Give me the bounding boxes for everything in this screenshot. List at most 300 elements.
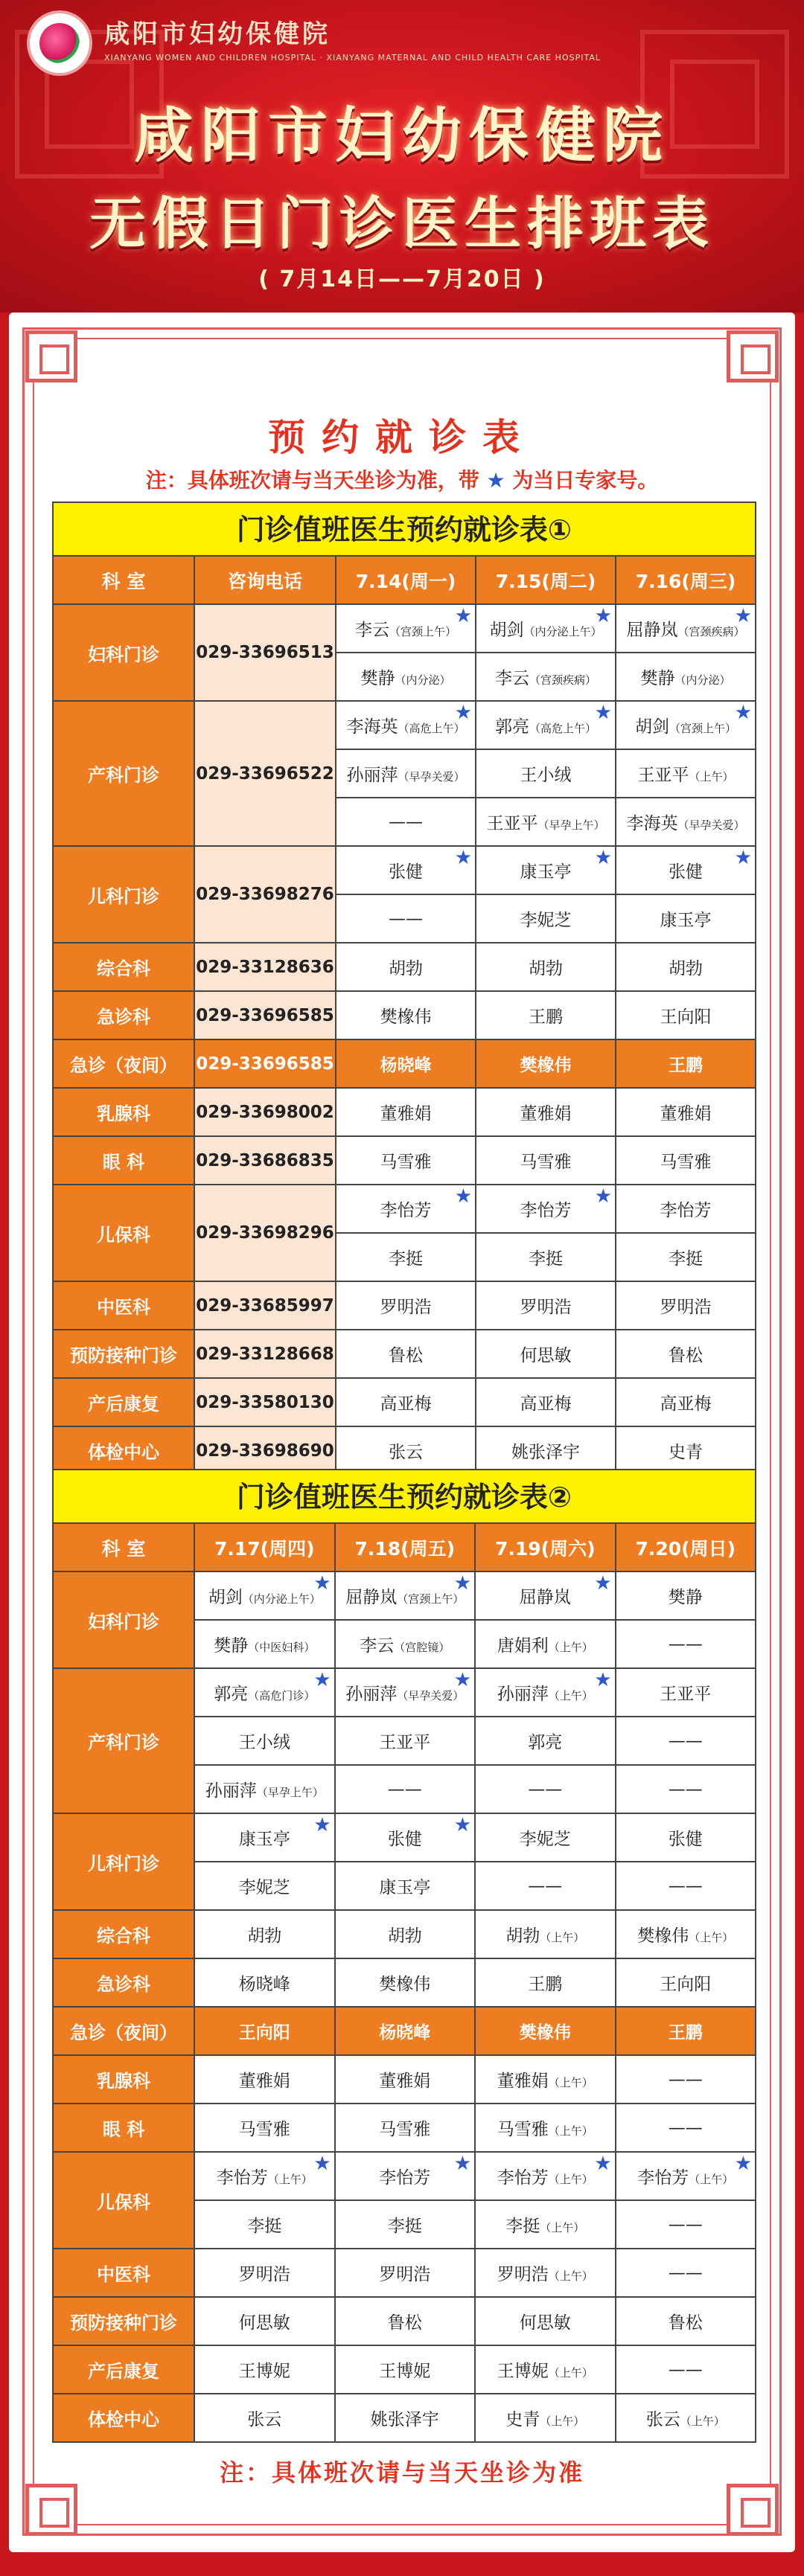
doctor-name: 孙丽萍 xyxy=(345,1685,398,1704)
doctor-cell xyxy=(476,846,616,894)
session-note: （上午） xyxy=(680,2415,725,2428)
doctor-cell xyxy=(616,749,756,798)
table-row xyxy=(53,1813,756,1862)
doctor-cell xyxy=(475,2394,616,2442)
doctor-name: 屈静岚 xyxy=(519,1588,571,1607)
doctor-name: —— xyxy=(668,1731,703,1751)
table-row xyxy=(53,846,756,894)
doctor-cell xyxy=(336,1426,476,1475)
doctor-cell xyxy=(476,1136,616,1185)
doctor-cell xyxy=(476,1185,616,1233)
column-header: 7.20(周日) xyxy=(616,1523,756,1571)
date-range: ( 7月14日——7月20日 ) xyxy=(258,266,546,292)
expert-star-icon: ★ xyxy=(313,1572,331,1595)
table-row xyxy=(53,1958,756,2007)
phone-cell: 029-33128636 xyxy=(194,943,336,991)
doctor-name: 李妮芝 xyxy=(238,1878,290,1897)
department-cell: 中医科 xyxy=(53,2249,194,2297)
star-icon: ★ xyxy=(486,468,505,493)
doctor-name: 董雅娟 xyxy=(497,2072,549,2091)
doctor-cell xyxy=(475,2249,616,2297)
doctor-cell xyxy=(616,1620,756,1668)
session-note: （上午） xyxy=(548,2076,593,2089)
doctor-name: 李挺 xyxy=(669,1249,703,1269)
doctor-name: 鲁松 xyxy=(668,2313,703,2333)
expert-star-icon: ★ xyxy=(734,605,752,627)
expert-star-icon: ★ xyxy=(594,1669,612,1691)
doctor-cell xyxy=(335,2104,476,2152)
doctor-cell xyxy=(335,1765,476,1813)
doctor-cell xyxy=(616,1958,756,2007)
doctor-cell xyxy=(194,2297,335,2345)
phone-cell: 029-33698002 xyxy=(194,1088,336,1136)
doctor-name: 张云 xyxy=(389,1443,423,1462)
table-row xyxy=(53,1378,756,1426)
doctor-name: 鲁松 xyxy=(389,1346,423,1365)
doctor-name: 王博妮 xyxy=(238,2362,290,2381)
session-note: （高危上午） xyxy=(398,722,465,735)
doctor-name: 王亚平 xyxy=(379,1733,431,1752)
doctor-cell xyxy=(194,1813,335,1862)
phone-cell: 029-33696513 xyxy=(194,604,336,701)
doctor-cell xyxy=(335,2249,476,2297)
doctor-name: 李怡芳 xyxy=(520,1201,572,1220)
doctor-cell xyxy=(616,2249,756,2297)
doctor-cell xyxy=(616,1330,756,1378)
doctor-name: 姚张泽宇 xyxy=(370,2410,439,2429)
doctor-cell xyxy=(194,2055,335,2104)
doctor-name: 孙丽萍 xyxy=(497,1685,549,1704)
table-row xyxy=(53,1088,756,1136)
table-title: 门诊值班医生预约就诊表① xyxy=(52,502,756,555)
doctor-name: 李挺 xyxy=(505,2217,540,2236)
note-text: 注：具体班次请与当天坐诊为准，带 ★ 为当日专家号。 xyxy=(145,468,659,493)
doctor-cell xyxy=(616,798,756,846)
session-note: （内分泌上午） xyxy=(523,625,602,638)
doctor-name: 马雪雅 xyxy=(520,1153,572,1172)
doctor-cell xyxy=(475,2297,616,2345)
doctor-cell xyxy=(335,2152,476,2200)
header-banner xyxy=(0,0,804,313)
department-cell: 预防接种门诊 xyxy=(53,1330,194,1378)
doctor-cell xyxy=(476,1039,616,1088)
doctor-cell xyxy=(616,943,756,991)
table-row xyxy=(53,1910,756,1958)
expert-star-icon: ★ xyxy=(734,847,752,869)
doctor-name: 樊橡伟 xyxy=(379,1975,431,1994)
department-cell: 眼 科 xyxy=(53,2104,194,2152)
doctor-cell xyxy=(476,701,616,749)
doctor-name: 张云 xyxy=(247,2410,282,2429)
corner-ornament xyxy=(727,2484,779,2536)
session-note: （上午） xyxy=(548,1689,593,1702)
department-cell: 儿科门诊 xyxy=(53,1813,194,1910)
session-note: （上午） xyxy=(548,2269,593,2283)
doctor-name: 李挺 xyxy=(389,1249,423,1269)
department-cell: 乳腺科 xyxy=(53,2055,194,2104)
doctor-cell xyxy=(616,1910,756,1958)
doctor-name: 胡剑 xyxy=(208,1588,243,1607)
session-note: （上午） xyxy=(548,2124,593,2138)
doctor-name: 李怡芳 xyxy=(497,2168,549,2188)
expert-star-icon: ★ xyxy=(453,1669,471,1691)
session-note: （宫腔镜） xyxy=(394,1641,450,1654)
doctor-cell xyxy=(616,2297,756,2345)
column-header: 科 室 xyxy=(53,556,194,604)
department-cell: 产后康复 xyxy=(53,1378,194,1426)
doctor-name: 董雅娟 xyxy=(660,1104,712,1124)
doctor-name: 樊橡伟 xyxy=(520,1056,572,1075)
doctor-name: 胡勃 xyxy=(505,1926,540,1946)
doctor-cell xyxy=(335,1813,476,1862)
doctor-cell xyxy=(616,2104,756,2152)
schedule-table-1 xyxy=(52,502,756,1476)
doctor-cell xyxy=(335,1620,476,1668)
department-cell: 儿科门诊 xyxy=(53,846,194,943)
hospital-name-en: XIANYANG WOMEN AND CHILDREN HOSPITAL · XIANYANG MATERNAL AND CHILD HEALTH CARE HOSPITAL xyxy=(104,53,601,63)
doctor-cell xyxy=(476,604,616,653)
doctor-name: 胡剑 xyxy=(489,621,524,640)
doctor-name: 樊静 xyxy=(668,1588,703,1607)
doctor-name: 孙丽萍 xyxy=(205,1781,257,1801)
doctor-cell xyxy=(194,2249,335,2297)
doctor-name: 高亚梅 xyxy=(520,1394,572,1414)
phone-cell: 029-33696585 xyxy=(194,1039,336,1088)
doctor-cell xyxy=(616,991,756,1039)
doctor-cell xyxy=(475,1620,616,1668)
doctor-cell xyxy=(616,1185,756,1233)
table-row xyxy=(53,701,756,749)
department-cell: 乳腺科 xyxy=(53,1088,194,1136)
doctor-cell xyxy=(335,2200,476,2249)
doctor-cell xyxy=(335,1571,476,1620)
session-note: （早孕关爱） xyxy=(677,818,745,832)
column-header: 7.14(周一) xyxy=(336,556,476,604)
doctor-name: 何思敏 xyxy=(519,2313,571,2333)
table-row xyxy=(53,1426,756,1475)
doctor-cell xyxy=(476,653,616,701)
doctor-name: —— xyxy=(528,1779,563,1799)
schedule-table-2 xyxy=(52,1469,756,2443)
table-row xyxy=(53,1185,756,1233)
doctor-name: 董雅娟 xyxy=(238,2072,290,2091)
doctor-name: 张云 xyxy=(645,2410,680,2429)
department-cell: 眼 科 xyxy=(53,1136,194,1185)
department-cell: 预防接种门诊 xyxy=(53,2297,194,2345)
doctor-cell xyxy=(475,2345,616,2394)
section-heading: 预约就诊表 xyxy=(268,416,536,459)
session-note: （上午） xyxy=(267,2173,313,2186)
doctor-name: 高亚梅 xyxy=(660,1394,712,1414)
doctor-name: 高亚梅 xyxy=(380,1394,432,1414)
session-note: （上午） xyxy=(689,2173,734,2186)
session-note: （内分泌） xyxy=(395,673,451,687)
corner-ornament xyxy=(25,330,77,382)
session-note: （早孕关爱） xyxy=(398,770,465,784)
doctor-name: —— xyxy=(668,2069,703,2089)
session-note: （内分泌上午） xyxy=(242,1592,321,1606)
doctor-cell xyxy=(336,798,476,846)
doctor-name: 杨晓峰 xyxy=(380,1056,432,1075)
doctor-cell xyxy=(194,2345,335,2394)
doctor-cell xyxy=(194,2200,335,2249)
doctor-name: —— xyxy=(528,1876,563,1896)
doctor-name: 马雪雅 xyxy=(379,2120,431,2139)
doctor-name: 姚张泽宇 xyxy=(511,1443,580,1462)
doctor-name: 胡勃 xyxy=(247,1926,282,1946)
doctor-name: 马雪雅 xyxy=(660,1153,712,1172)
doctor-cell xyxy=(194,1571,335,1620)
doctor-cell xyxy=(616,1862,756,1910)
doctor-name: —— xyxy=(668,1876,703,1896)
doctor-name: —— xyxy=(389,812,423,832)
doctor-cell xyxy=(475,1668,616,1717)
doctor-name: 董雅娟 xyxy=(520,1104,572,1124)
doctor-cell xyxy=(475,1862,616,1910)
table-row xyxy=(53,1039,756,1088)
phone-cell: 029-33696585 xyxy=(194,991,336,1039)
doctor-cell xyxy=(194,2394,335,2442)
doctor-cell xyxy=(476,894,616,943)
expert-star-icon: ★ xyxy=(594,1185,612,1208)
table-row xyxy=(53,604,756,653)
doctor-name: 罗明浩 xyxy=(497,2265,549,2284)
doctor-name: 李妮芝 xyxy=(520,911,572,930)
doctor-name: 王亚平 xyxy=(637,766,689,785)
doctor-cell xyxy=(616,1717,756,1765)
phone-cell: 029-33698690 xyxy=(194,1426,336,1475)
column-header: 科 室 xyxy=(53,1523,194,1571)
doctor-name: 史青 xyxy=(669,1443,703,1462)
doctor-name: 樊静 xyxy=(640,669,675,688)
table-row xyxy=(53,2394,756,2442)
doctor-cell xyxy=(336,1378,476,1426)
doctor-name: 王亚平 xyxy=(660,1685,712,1704)
department-cell: 妇科门诊 xyxy=(53,604,194,701)
column-header: 咨询电话 xyxy=(194,556,336,604)
expert-star-icon: ★ xyxy=(734,702,752,724)
session-note: （宫颈上午） xyxy=(389,625,456,638)
doctor-name: 鲁松 xyxy=(669,1346,703,1365)
expert-star-icon: ★ xyxy=(454,702,472,724)
column-header: 7.18(周五) xyxy=(335,1523,476,1571)
doctor-name: 樊橡伟 xyxy=(519,2023,571,2042)
doctor-cell xyxy=(475,1910,616,1958)
doctor-cell xyxy=(335,2394,476,2442)
expert-star-icon: ★ xyxy=(594,1572,612,1595)
department-cell: 急诊（夜间） xyxy=(53,1039,194,1088)
column-header: 7.19(周六) xyxy=(475,1523,616,1571)
table-row xyxy=(53,2007,756,2055)
schedule-grid xyxy=(52,555,756,1476)
table-row xyxy=(53,2104,756,2152)
doctor-cell xyxy=(336,1185,476,1233)
doctor-name: 王鹏 xyxy=(528,1975,563,1994)
doctor-name: 樊静 xyxy=(214,1636,249,1656)
doctor-cell xyxy=(336,653,476,701)
doctor-name: 李挺 xyxy=(387,2217,422,2236)
doctor-name: 何思敏 xyxy=(520,1346,572,1365)
doctor-name: 李怡芳 xyxy=(380,1201,432,1220)
expert-star-icon: ★ xyxy=(594,702,612,724)
doctor-cell xyxy=(475,1717,616,1765)
doctor-cell xyxy=(476,943,616,991)
doctor-cell xyxy=(335,1668,476,1717)
table-row xyxy=(53,1330,756,1378)
doctor-name: 董雅娟 xyxy=(380,1104,432,1124)
doctor-cell xyxy=(616,1233,756,1281)
doctor-cell xyxy=(194,1765,335,1813)
doctor-cell xyxy=(616,2345,756,2394)
doctor-cell xyxy=(336,1039,476,1088)
table-title: 门诊值班医生预约就诊表② xyxy=(52,1469,756,1522)
phone-cell: 029-33698276 xyxy=(194,846,336,943)
table-row xyxy=(53,2297,756,2345)
doctor-name: —— xyxy=(668,2118,703,2138)
table-row xyxy=(53,1136,756,1185)
session-note: （高危门诊） xyxy=(248,1689,316,1702)
doctor-cell xyxy=(475,1813,616,1862)
doctor-name: 李挺 xyxy=(247,2217,282,2236)
doctor-cell xyxy=(336,1281,476,1330)
doctor-name: 王博妮 xyxy=(379,2362,431,2381)
department-cell: 妇科门诊 xyxy=(53,1571,194,1668)
doctor-cell xyxy=(476,1281,616,1330)
doctor-name: 杨晓峰 xyxy=(379,2023,431,2042)
doctor-cell xyxy=(475,2007,616,2055)
doctor-cell xyxy=(335,2055,476,2104)
department-cell: 中医科 xyxy=(53,1281,194,1330)
doctor-name: 王小绒 xyxy=(520,766,572,785)
doctor-cell xyxy=(194,1862,335,1910)
doctor-cell xyxy=(616,1378,756,1426)
doctor-cell xyxy=(336,701,476,749)
expert-star-icon: ★ xyxy=(594,605,612,627)
doctor-name: 李云 xyxy=(354,621,389,640)
corner-ornament xyxy=(727,330,779,382)
doctor-name: 李云 xyxy=(494,669,529,688)
department-cell: 急诊科 xyxy=(53,991,194,1039)
doctor-name: 郭亮 xyxy=(214,1685,249,1704)
doctor-cell xyxy=(616,1281,756,1330)
doctor-cell xyxy=(336,1136,476,1185)
expert-star-icon: ★ xyxy=(594,2153,612,2175)
doctor-cell xyxy=(476,1378,616,1426)
hospital-logo xyxy=(27,10,92,76)
doctor-cell xyxy=(475,1571,616,1620)
doctor-cell xyxy=(616,846,756,894)
doctor-name: 王鹏 xyxy=(669,1056,703,1075)
column-header: 7.15(周二) xyxy=(476,556,616,604)
doctor-cell xyxy=(335,1717,476,1765)
doctor-cell xyxy=(194,1910,335,1958)
phone-cell: 029-33698296 xyxy=(194,1185,336,1281)
session-note: （上午） xyxy=(548,1641,593,1654)
doctor-name: —— xyxy=(668,2214,703,2234)
session-note: （宫颈疾病） xyxy=(529,673,596,687)
phone-cell: 029-33686835 xyxy=(194,1136,336,1185)
doctor-name: 罗明浩 xyxy=(660,1298,712,1317)
doctor-name: —— xyxy=(668,2359,703,2380)
session-note: （早孕上午） xyxy=(537,818,605,832)
department-cell: 体检中心 xyxy=(53,2394,194,2442)
doctor-cell xyxy=(194,1620,335,1668)
table-row xyxy=(53,1571,756,1620)
expert-star-icon: ★ xyxy=(313,2153,331,2175)
table-row xyxy=(53,2055,756,2104)
expert-star-icon: ★ xyxy=(453,1572,471,1595)
department-cell: 产科门诊 xyxy=(53,1668,194,1813)
doctor-name: 王向阳 xyxy=(238,2023,290,2042)
doctor-name: 胡勃 xyxy=(529,959,563,978)
phone-cell: 029-33685997 xyxy=(194,1281,336,1330)
doctor-cell xyxy=(616,653,756,701)
doctor-cell xyxy=(616,1088,756,1136)
table-row xyxy=(53,1668,756,1717)
doctor-name: 王向阳 xyxy=(660,1007,712,1027)
expert-star-icon: ★ xyxy=(453,1814,471,1836)
doctor-name: 屈静岚 xyxy=(626,621,678,640)
doctor-name: 李海英 xyxy=(346,717,398,737)
doctor-name: 康玉亭 xyxy=(660,911,712,930)
doctor-name: 樊橡伟 xyxy=(380,1007,432,1027)
doctor-name: 董雅娟 xyxy=(379,2072,431,2091)
phone-cell: 029-33580130 xyxy=(194,1378,336,1426)
table-row xyxy=(53,2152,756,2200)
doctor-cell xyxy=(616,2200,756,2249)
doctor-name: 胡勃 xyxy=(669,959,703,978)
doctor-cell xyxy=(336,991,476,1039)
doctor-name: 罗明浩 xyxy=(379,2265,431,2284)
department-cell: 综合科 xyxy=(53,943,194,991)
department-cell: 儿保科 xyxy=(53,2152,194,2249)
doctor-cell xyxy=(194,1717,335,1765)
doctor-name: —— xyxy=(668,1779,703,1799)
doctor-name: —— xyxy=(389,909,423,929)
page-title: 咸阳市妇幼保健院 xyxy=(134,101,670,170)
doctor-name: 张健 xyxy=(668,1830,703,1849)
doctor-name: 罗明浩 xyxy=(520,1298,572,1317)
doctor-name: 杨晓峰 xyxy=(238,1975,290,1994)
doctor-name: 李怡芳 xyxy=(660,1201,712,1220)
session-note: （宫颈上午） xyxy=(397,1592,465,1606)
doctor-cell xyxy=(616,1668,756,1717)
doctor-name: —— xyxy=(668,2263,703,2283)
doctor-name: 屈静岚 xyxy=(345,1588,398,1607)
schedule-grid xyxy=(52,1522,756,2443)
doctor-cell xyxy=(616,2152,756,2200)
footnote: 注：具体班次请与当天坐诊为准 xyxy=(219,2458,584,2487)
doctor-cell xyxy=(476,1426,616,1475)
doctor-cell xyxy=(194,1958,335,2007)
phone-cell: 029-33696522 xyxy=(194,701,336,846)
table-row xyxy=(53,1281,756,1330)
doctor-cell xyxy=(476,798,616,846)
doctor-cell xyxy=(335,2345,476,2394)
doctor-cell xyxy=(616,2007,756,2055)
doctor-name: 张健 xyxy=(389,862,423,882)
doctor-cell xyxy=(616,1765,756,1813)
expert-star-icon: ★ xyxy=(454,847,472,869)
table-row xyxy=(53,991,756,1039)
doctor-name: 胡勃 xyxy=(387,1926,422,1946)
doctor-cell xyxy=(616,2394,756,2442)
doctor-name: 王亚平 xyxy=(486,814,538,833)
doctor-name: 樊橡伟 xyxy=(637,1926,689,1946)
doctor-name: 王向阳 xyxy=(660,1975,712,1994)
doctor-cell xyxy=(476,749,616,798)
doctor-name: 唐娟利 xyxy=(497,1636,549,1656)
